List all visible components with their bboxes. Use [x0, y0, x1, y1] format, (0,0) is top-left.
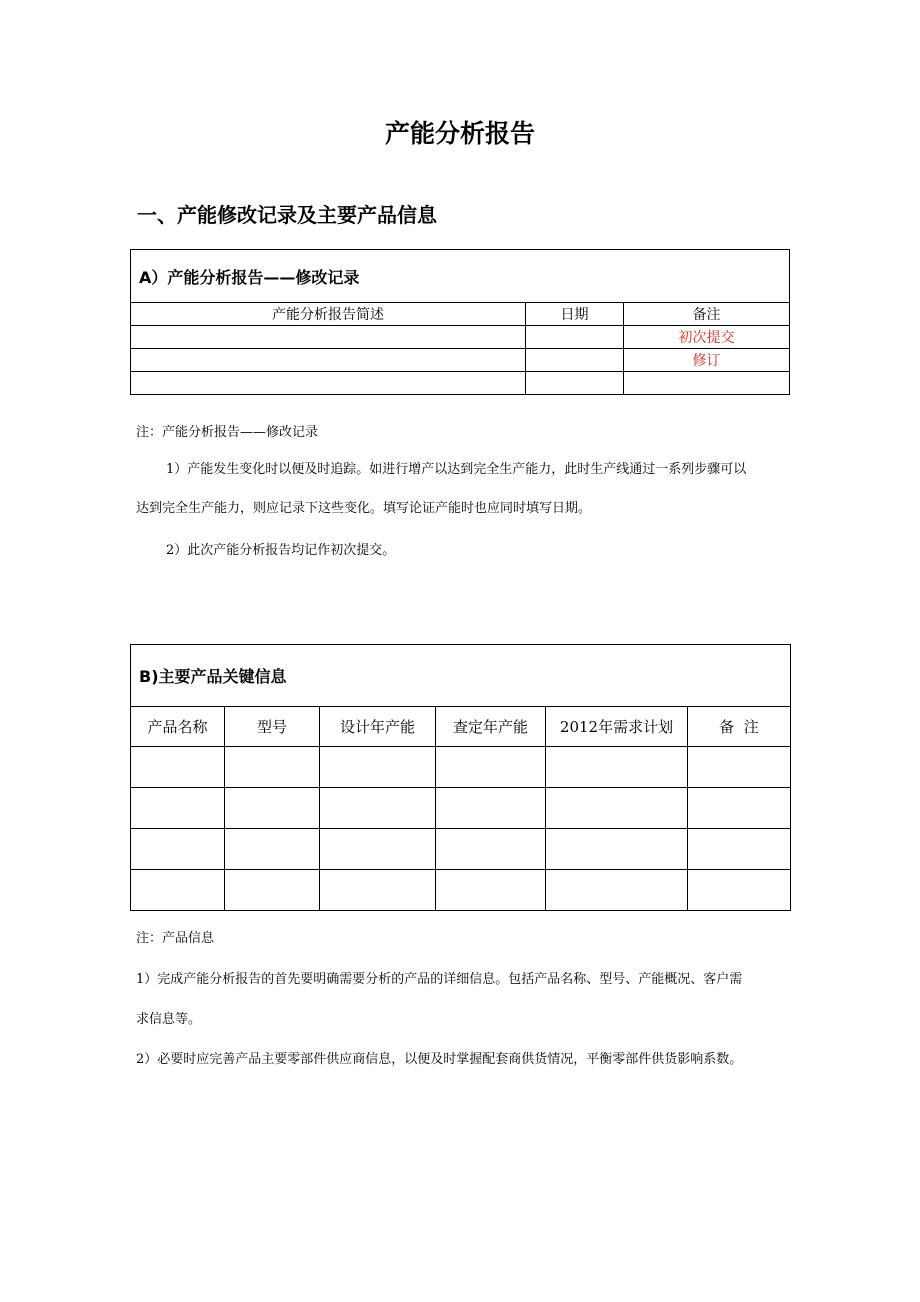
table-row: [131, 747, 791, 788]
table-row: [131, 349, 790, 372]
column-header-demand-plan: 2012年需求计划: [546, 707, 688, 747]
product-table-caption: B)主要产品关键信息: [131, 645, 791, 707]
design-capacity-cell: [320, 829, 436, 870]
verified-capacity-cell: [436, 747, 546, 788]
column-header-date: 日期: [526, 303, 624, 326]
product-name-cell: [131, 747, 225, 788]
revision-note-item-2: 2）此次产能分析报告均记作初次提交。: [166, 543, 396, 558]
verified-capacity-cell: [436, 870, 546, 911]
table-row: [131, 870, 791, 911]
product-name-cell: [131, 788, 225, 829]
table-row: [131, 829, 791, 870]
section-heading: 一、产能修改记录及主要产品信息: [137, 203, 437, 227]
product-table-header-row: [131, 707, 791, 747]
column-header-model: 型号: [225, 707, 320, 747]
document-title: 产能分析报告: [384, 119, 535, 148]
summary-cell: [131, 372, 526, 395]
table-row: [131, 372, 790, 395]
column-header-design-capacity: 设计年产能: [320, 707, 436, 747]
revision-note-title: 注：产能分析报告——修改记录: [136, 425, 319, 440]
product-note-item-1-continued: 求信息等。: [136, 1012, 202, 1027]
design-capacity-cell: [320, 870, 436, 911]
table-row: [131, 326, 790, 349]
model-cell: [225, 870, 320, 911]
summary-cell: [131, 326, 526, 349]
revision-note-item-1-continued: 达到完全生产能力，则应记录下这些变化。填写论证产能时也应同时填写日期。: [136, 501, 592, 516]
revision-record-table: [130, 249, 790, 395]
remarks-cell: [624, 372, 790, 395]
column-header-product-name: 产品名称: [131, 707, 225, 747]
remarks-cell: [688, 829, 791, 870]
product-info-table: [130, 644, 791, 911]
remarks-cell: [688, 788, 791, 829]
column-header-remarks: 备 注: [688, 707, 791, 747]
revision-note-item-1: 1）产能发生变化时以便及时追踪。如进行增产以达到完全生产能力，此时生产线通过一系列步骤可以: [166, 462, 747, 477]
demand-plan-cell: [546, 870, 688, 911]
model-cell: [225, 788, 320, 829]
verified-capacity-cell: [436, 829, 546, 870]
column-header-summary: 产能分析报告简述: [131, 303, 526, 326]
product-name-cell: [131, 870, 225, 911]
product-note-title: 注：产品信息: [136, 931, 215, 946]
column-header-remarks: 备注: [624, 303, 790, 326]
product-note-item-2: 2）必要时应完善产品主要零部件供应商信息，以便及时掌握配套商供货情况，平衡零部件供货影响系数。: [136, 1052, 743, 1067]
model-cell: [225, 747, 320, 788]
summary-cell: [131, 349, 526, 372]
date-cell: [526, 326, 624, 349]
verified-capacity-cell: [436, 788, 546, 829]
remarks-cell: 初次提交: [624, 326, 790, 349]
date-cell: [526, 372, 624, 395]
product-note-item-1: 1）完成产能分析报告的首先要明确需要分析的产品的详细信息。包括产品名称、型号、产能概况、客户需: [136, 972, 743, 987]
design-capacity-cell: [320, 747, 436, 788]
revision-table-header-row: [131, 303, 790, 326]
demand-plan-cell: [546, 829, 688, 870]
model-cell: [225, 829, 320, 870]
demand-plan-cell: [546, 747, 688, 788]
demand-plan-cell: [546, 788, 688, 829]
remarks-cell: 修订: [624, 349, 790, 372]
column-header-verified-capacity: 查定年产能: [436, 707, 546, 747]
remarks-cell: [688, 870, 791, 911]
revision-table-caption: A）产能分析报告——修改记录: [131, 250, 790, 303]
product-name-cell: [131, 829, 225, 870]
design-capacity-cell: [320, 788, 436, 829]
remarks-cell: [688, 747, 791, 788]
date-cell: [526, 349, 624, 372]
table-row: [131, 788, 791, 829]
